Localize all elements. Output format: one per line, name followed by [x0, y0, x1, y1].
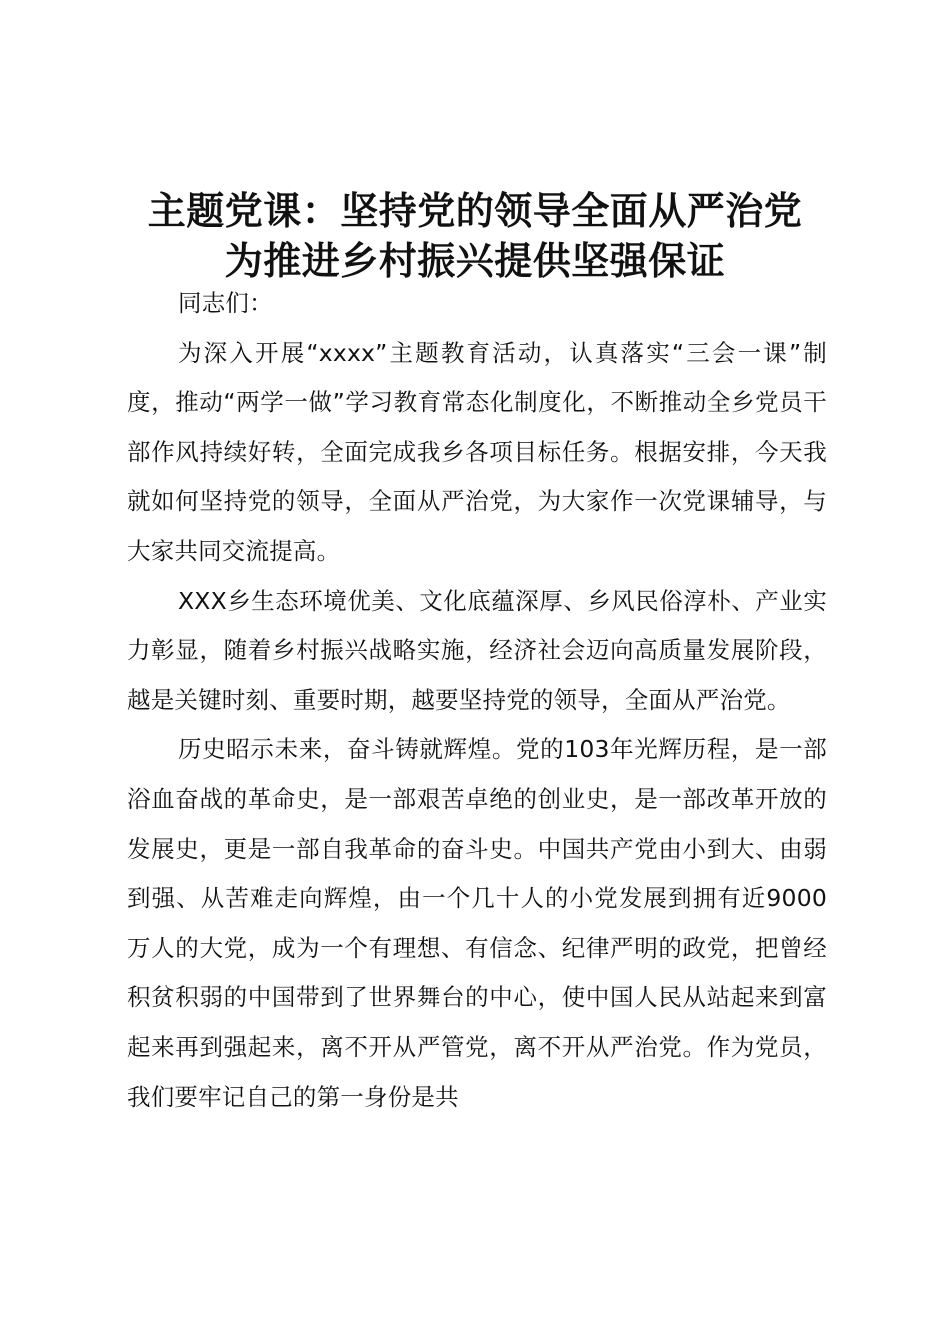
- salutation: 同志们：: [178, 289, 273, 317]
- paragraph-history: 历史昭示未来，奋斗铸就辉煌。党的103年光辉历程，是一部浴血奋战的革命史，是一部艰苦卓绝的创业史，是一部改革开放的发展史，更是一部自我革命的奋斗史。中国共产党由小到大、由弱到强、从苦难走向辉煌，由一个几十人的小党发展到拥有近9000万人的大党，成为一个有理想、有信念、纪律严明的政党，把曾经积贫积弱的中国带到了世界舞台的中心，使中国人民从站起来到富起来再到强起来，离不开从严管党，离不开从严治党。作为党员，我们要牢记自己的第一身份是共: [127, 735, 827, 1111]
- document-title-line-2: 为推进乡村振兴提供坚强保证: [224, 239, 726, 283]
- document-body: [127, 279, 827, 1122]
- paragraph-intro: 为深入开展“xxxx”主题教育活动，认真落实“三会一课”制度，推动“两学一做”学习教育常态化制度化，不断推动全乡党员干部作风持续好转，全面完成我乡各项目标任务。根据安排，今天我就如何坚持党的领导，全面从严治党，为大家作一次党课辅导，与大家共同交流提高。: [127, 338, 827, 565]
- document-title-line-1: 主题党课：坚持党的领导全面从严治党: [147, 189, 803, 233]
- paragraph-township: XXX乡生态环境优美、文化底蕴深厚、乡风民俗淳朴、产业实力彰显，随着乡村振兴战略实施，经济社会迈向高质量发展阶段，越是关键时刻、重要时期，越要坚持党的领导，全面从严治党。: [127, 586, 827, 714]
